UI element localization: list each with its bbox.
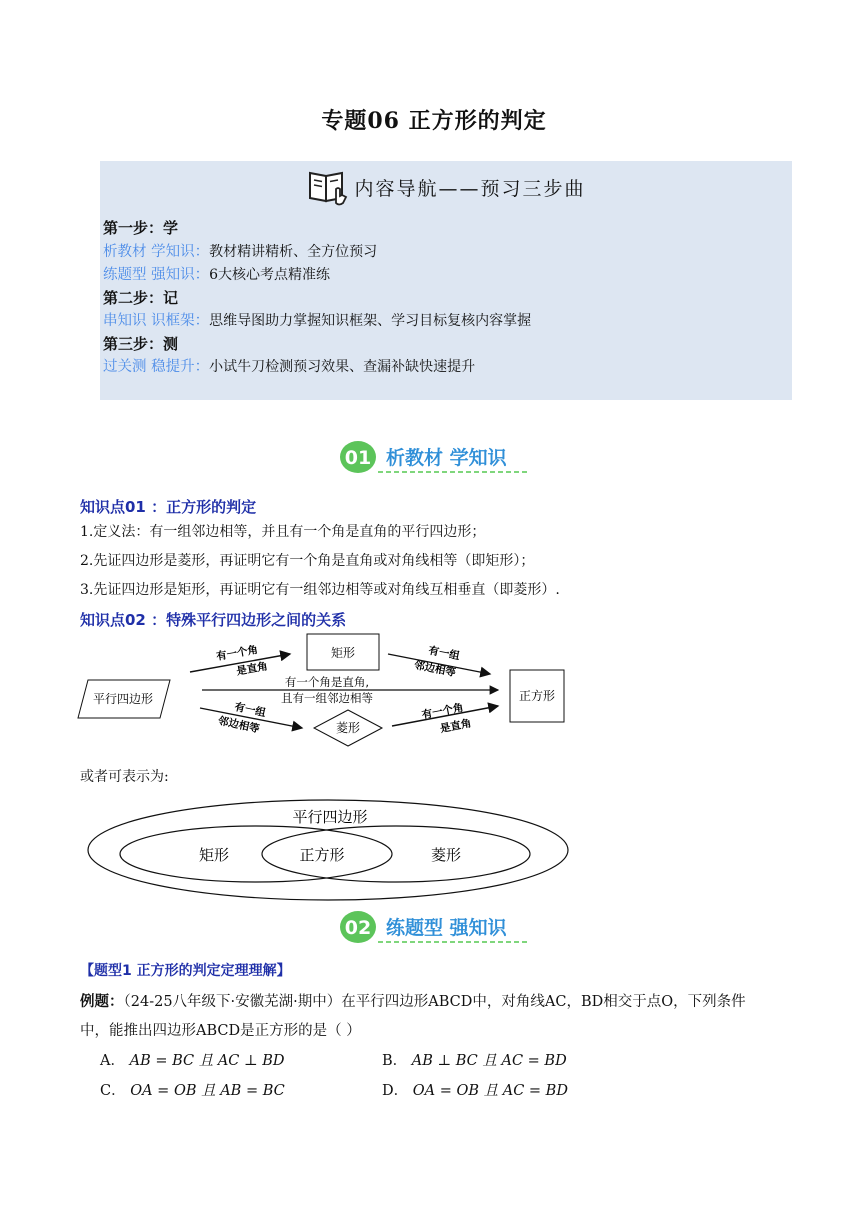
step-2-heading: 第二步：记 <box>103 289 179 307</box>
type1-title: 【题型1 正方形的判定定理理解】 <box>80 963 291 979</box>
option-a-text: AB = BC 且 AC ⊥ BD <box>129 1053 285 1069</box>
venn-right-label: 菱形 <box>430 846 462 864</box>
content-navigation-panel <box>100 161 792 400</box>
arrow-bot-left-label-2: 邻边相等 <box>216 714 261 736</box>
kp1-title: 知识点01 ：正方形的判定 <box>80 498 257 516</box>
venn-center-label: 正方形 <box>299 846 345 864</box>
arrow-mid-label-2: 且有一组邻边相等 <box>281 691 373 705</box>
option-c <box>100 1079 285 1100</box>
kp2-title: 知识点02 ：特殊平行四边形之间的关系 <box>80 611 347 629</box>
example-label: 例题： <box>80 993 124 1010</box>
square-label: 正方形 <box>518 689 556 703</box>
venn-left-label: 矩形 <box>198 846 230 864</box>
section-label-2: 练题型 强知识 <box>386 917 507 939</box>
rhombus-label: 菱形 <box>335 721 361 735</box>
step-1-heading: 第一步：学 <box>103 219 179 237</box>
book-pointer-icon <box>306 167 350 207</box>
example-question-line-1 <box>80 990 746 1011</box>
parallelogram-label: 平行四边形 <box>92 692 154 706</box>
arrow-top-right-label-2: 邻边相等 <box>413 659 457 680</box>
venn-diagram <box>86 798 576 904</box>
arrow-bot-left-label-1: 有一组 <box>233 701 267 720</box>
step-1b-desc: 6大核心考点精准练 <box>209 267 331 283</box>
relationship-diagram <box>70 628 590 753</box>
section-badge-graphic <box>338 438 538 478</box>
option-c-letter: C． <box>100 1083 126 1099</box>
section-number: 01 <box>344 447 372 469</box>
step-2-key: 串知识 识框架： <box>103 313 210 329</box>
section-badge-02 <box>338 908 538 948</box>
step-1-item-2 <box>103 264 330 286</box>
option-a <box>100 1049 285 1070</box>
section-badge-graphic-2 <box>338 908 538 948</box>
step-3-heading: 第三步：测 <box>103 335 179 353</box>
option-d-text: OA = OB 且 AC = BD <box>412 1083 568 1099</box>
option-c-text: OA = OB 且 AB = BC <box>130 1083 285 1099</box>
step-1-key: 析教材 学知识： <box>103 244 210 260</box>
arrow-bot-right-label-2: 是直角 <box>439 717 473 736</box>
option-b-letter: B． <box>382 1053 408 1069</box>
option-b-text: AB ⊥ BC 且 AC = BD <box>411 1053 567 1069</box>
step-1b-key: 练题型 强知识： <box>103 267 210 283</box>
nav-header <box>100 167 792 207</box>
step-3-item <box>103 356 475 378</box>
section-number-2: 02 <box>344 917 372 939</box>
option-a-letter: A． <box>100 1053 125 1069</box>
step-2-item <box>103 310 531 332</box>
section-label: 析教材 学知识 <box>386 447 507 469</box>
kp1-line-2: 2.先证四边形是菱形，再证明它有一个角是直角或对角线相等（即矩形）； <box>80 553 535 569</box>
rectangle-label: 矩形 <box>330 646 356 660</box>
arrow-top-left-label-1: 有一个角 <box>215 643 259 663</box>
kp1-line-1: 1.定义法：有一组邻边相等，并且有一个角是直角的平行四边形； <box>80 524 486 540</box>
venn-outer-label: 平行四边形 <box>292 808 368 826</box>
section-badge-01 <box>338 438 538 478</box>
option-d <box>382 1079 568 1100</box>
kp1-line-3: 3.先证四边形是矩形，再证明它有一组邻边相等或对角线互相垂直（即菱形）. <box>80 582 560 598</box>
example-question-line-2: 中，能推出四边形ABCD是正方形的是（ ） <box>80 1023 361 1039</box>
nav-header-text: 内容导航——预习三步曲 <box>354 177 586 200</box>
step-1-desc: 教材精讲精析、全方位预习 <box>209 244 378 260</box>
arrow-mid-label-1: 有一个角是直角, <box>284 675 370 689</box>
question-text-1: （24-25八年级下·安徽芜湖·期中）在平行四边形ABCD中，对角线AC，BD相交于点O，下列条件 <box>123 994 746 1010</box>
option-d-letter: D． <box>382 1083 409 1099</box>
step-1-item <box>103 241 377 263</box>
option-b <box>382 1049 567 1070</box>
page-title: 专题06 正方形的判定 <box>321 108 547 134</box>
rectangle-ellipse <box>120 826 392 882</box>
arrow-top-right-label-1: 有一组 <box>427 644 461 663</box>
step-3-key: 过关测 稳提升： <box>103 359 210 375</box>
arrow-bot-right-label-1: 有一个角 <box>420 701 465 722</box>
alternative-text: 或者可表示为: <box>80 769 169 785</box>
step-2-desc: 思维导图助力掌握知识框架、学习目标复核内容掌握 <box>209 313 532 329</box>
arrow-top-left-label-2: 是直角 <box>235 660 269 678</box>
step-3-desc: 小试牛刀检测预习效果、查漏补缺快速提升 <box>209 359 476 375</box>
